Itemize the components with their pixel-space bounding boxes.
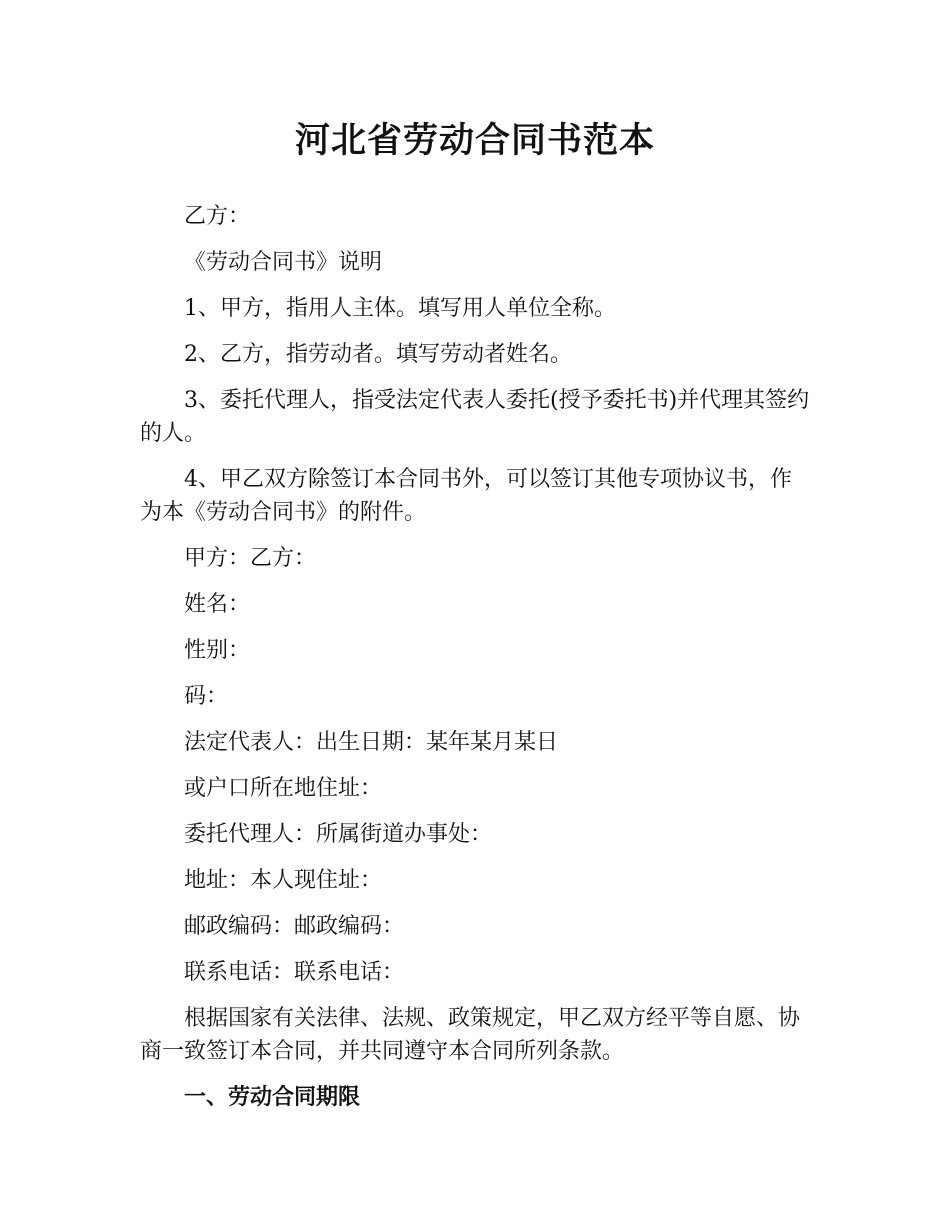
address-field: 地址：本人现住址： xyxy=(184,868,383,893)
gender-field: 性别： xyxy=(184,638,251,663)
explanation-item-1: 1、甲方，指用人主体。填写用人单位全称。 xyxy=(184,296,616,321)
code-field: 码： xyxy=(184,684,229,709)
name-field: 姓名： xyxy=(184,592,251,617)
postal-code-field: 邮政编码：邮政编码： xyxy=(184,914,405,939)
document-body xyxy=(140,200,810,1127)
explanation-item-4: 4、甲乙双方除签订本合同书外，可以签订其他专项协议书，作为本《劳动合同书》的附件。 xyxy=(140,467,792,525)
phone-field: 联系电话：联系电话： xyxy=(184,960,405,985)
contract-explanation-heading: 《劳动合同书》说明 xyxy=(184,250,383,275)
explanation-item-3: 3、委托代理人，指受法定代表人委托(授予委托书)并代理其签约的人。 xyxy=(140,388,810,446)
party-b-label: 乙方： xyxy=(184,204,251,229)
section-heading-contract-term: 一、劳动合同期限 xyxy=(184,1085,361,1110)
explanation-item-2: 2、乙方，指劳动者。填写劳动者姓名。 xyxy=(184,342,572,367)
household-address-field: 或户口所在地住址： xyxy=(184,776,383,801)
page-title: 河北省劳动合同书范本 xyxy=(294,121,655,161)
party-a-b-line: 甲方：乙方： xyxy=(184,546,317,571)
preamble-paragraph: 根据国家有关法律、法规、政策规定，甲乙双方经平等自愿、协商一致签订本合同，并共同遵守本合同所列条款。 xyxy=(140,1006,801,1064)
legal-representative-field: 法定代表人：出生日期：某年某月某日 xyxy=(184,730,559,755)
agent-field: 委托代理人：所属街道办事处： xyxy=(184,822,493,847)
